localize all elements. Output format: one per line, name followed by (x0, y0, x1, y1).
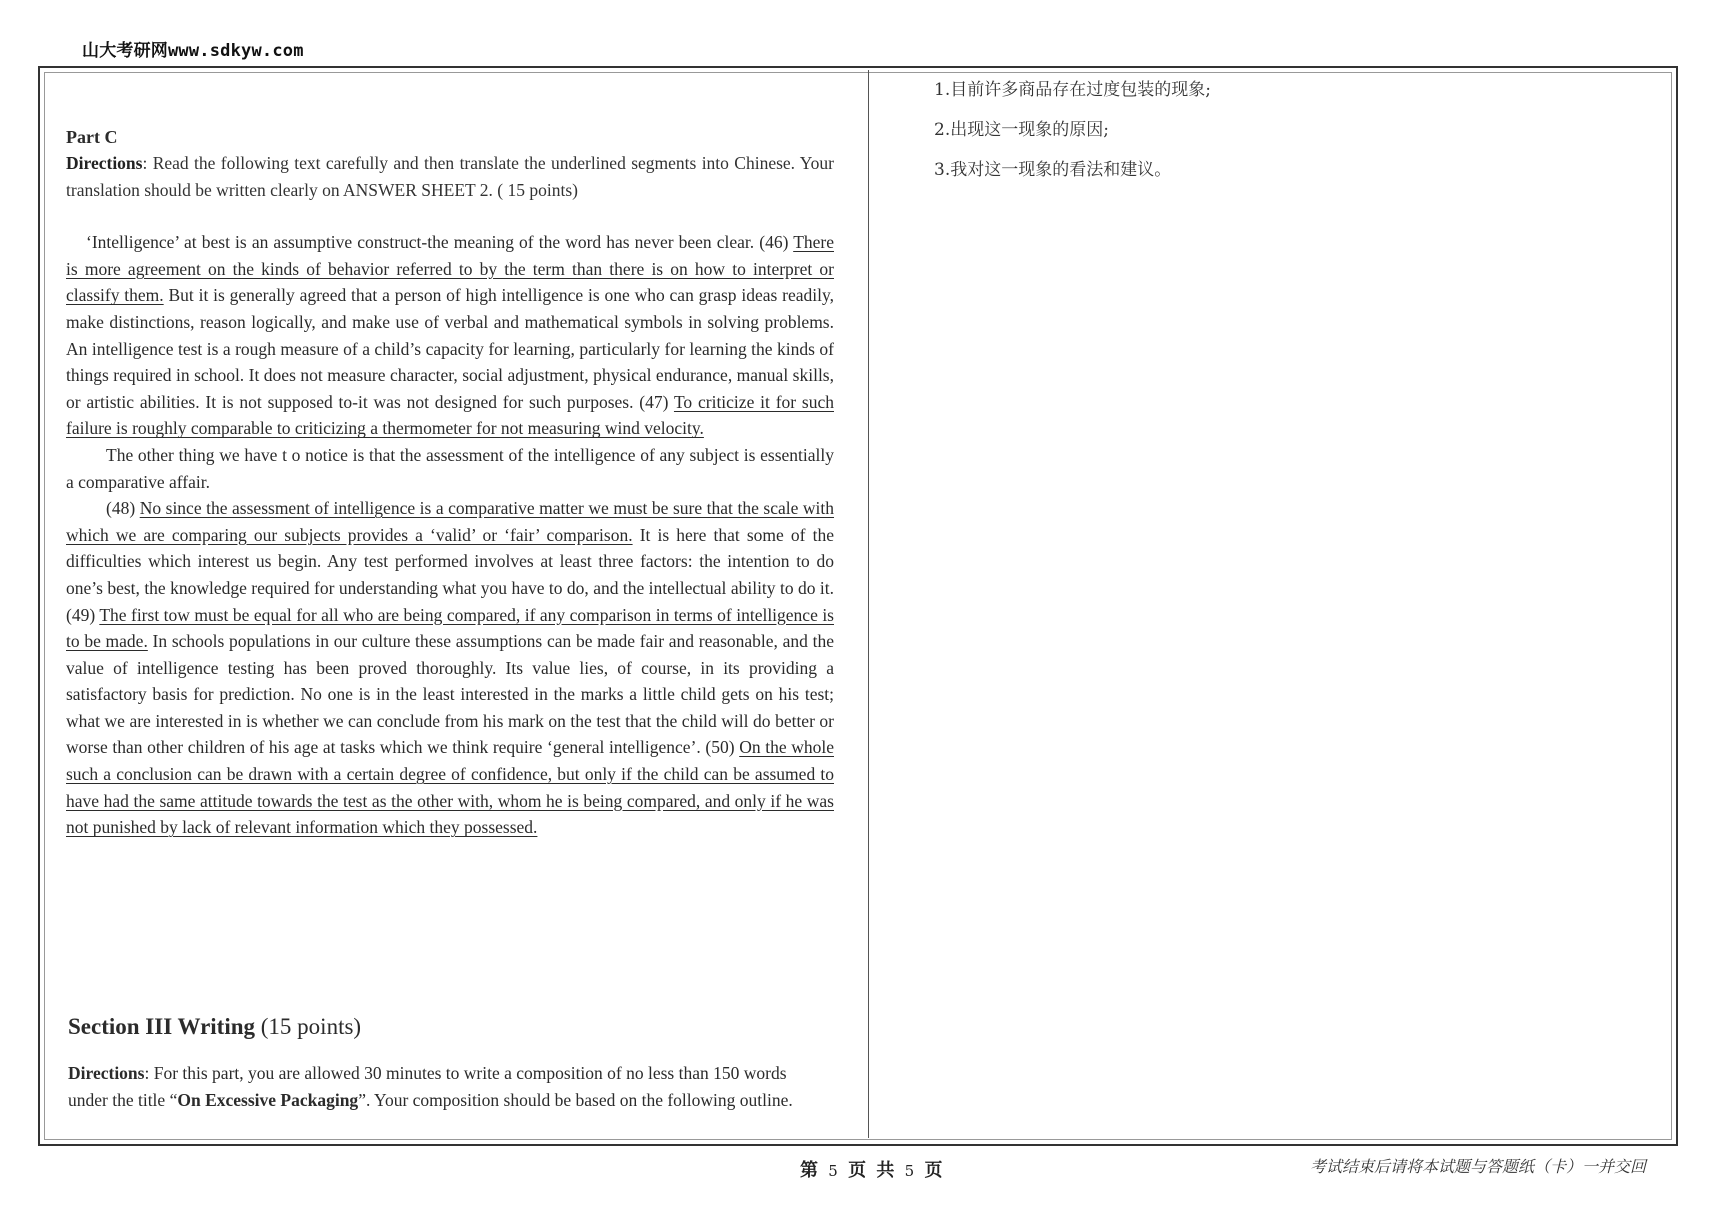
page-label-1: 第 (800, 1160, 820, 1181)
underlined-segment: On the whole such a conclusion can be drawn with a certain degree of confidence, but only if the child can be assumed to have had the same attitude towards the test as the other with, whom he is being compared, and only if he was not punished by lack of relevant information which they possessed. (66, 737, 834, 838)
outline-item-2: 2.出现这一现象的原因; (934, 120, 1109, 140)
writing-directions-text-2: ”. Your composition should be based on the following outline. (358, 1089, 793, 1110)
passage-text: But it is generally agreed that a person of high intelligence is one who can grasp ideas readily, make distinctions, reason logically, and make use of verbal and mathematical symbols in solving problems. An intelligence test is a rough measure of a child’s capacity for learning, particularly for learning the kinds of things required in school. It does not measure character, social adjustment, physical endurance, manual skills, or artistic abilities. It is not supposed to-it was not designed for such purposes. (47) (66, 285, 834, 412)
passage (66, 229, 834, 841)
underlined-segment: To criticize it for such failure is roughly comparable to criticizing a thermometer for not measuring wind velocity. (66, 391, 834, 439)
page-current: 5 (828, 1162, 840, 1180)
column-divider (868, 70, 869, 1138)
writing-title-points: (15 points) (255, 1014, 362, 1039)
directions-label: Directions (66, 153, 143, 173)
writing-directions-text-1: : For this part, you are allowed 30 minutes to write a composition of no less than 150 words under the title “ (68, 1063, 787, 1110)
passage-text: (48) (106, 498, 140, 519)
essay-title: On Excessive Packaging (177, 1089, 359, 1110)
part-c-title: Part C (66, 127, 118, 147)
part-c-directions (66, 150, 834, 203)
passage-paragraph-1 (66, 229, 834, 442)
writing-directions-label: Directions (68, 1063, 145, 1083)
writing-title-bold: Section III Writing (68, 1014, 256, 1039)
outline-item-3: 3.我对这一现象的看法和建议。 (934, 160, 1172, 180)
passage-text: The other thing we have t o notice is that the assessment of the intelligence of any subject is essentially a comparative affair. (66, 444, 834, 492)
right-column-outline (934, 70, 1211, 190)
page-total: 5 (904, 1162, 917, 1180)
writing-directions (68, 1060, 816, 1113)
underlined-segment: The first tow must be equal for all who are being compared, if any comparison in terms of intelligence is to be made. (66, 604, 834, 652)
writing-section-title (68, 1014, 361, 1040)
passage-paragraph-2 (66, 442, 834, 495)
page-label-3: 页 (924, 1160, 945, 1181)
header-site: 山大考研网www.sdkyw.com (82, 41, 304, 61)
left-column (66, 124, 834, 841)
directions-text: : Read the following text carefully and then translate the underlined segments into Chinese. Your translation should be written clearly on ANSWER SHEET 2. ( 15 points) (66, 153, 834, 200)
outline-item-1: 1.目前许多商品存在过度包装的现象; (934, 80, 1211, 100)
underlined-segment: No since the assessment of intelligence is a comparative matter we must be sure that the scale with which we are comparing our subjects provides a ‘valid’ or ‘fair’ comparison. (66, 498, 835, 545)
passage-paragraph-3 (66, 495, 834, 841)
underlined-segment: There is more agreement on the kinds of behavior referred to by the term than there is on how to interpret or classify them. (66, 232, 834, 306)
footer-note: 考试结束后请将本试题与答题纸（卡）一并交回 (1310, 1157, 1647, 1176)
passage-text: It is here that some of the difficulties which interest us begin. Any test performed involves at least three factors: the intention to do one’s best, the knowledge required for understanding what you have to do, and the intellectual ability to do it. (49) (66, 524, 834, 625)
passage-text: In schools populations in our culture these assumptions can be made fair and reasonable, and the value of intelligence testing has been proved thoroughly. Its value lies, of course, in its providing a satisfactory basis for prediction. No one is in the least interested in the marks a little child gets on his test; what we are interested in is whether we can conclude from his mark on the test that the child will do better or worse than other children of his age at tasks which we think require ‘general intelligence’. (50) (66, 631, 834, 758)
page-label-2: 页 共 (848, 1160, 897, 1181)
page-number (800, 1156, 945, 1182)
passage-text: ‘Intelligence’ at best is an assumptive construct-the meaning of the word has never been clear. (46) (86, 232, 794, 253)
